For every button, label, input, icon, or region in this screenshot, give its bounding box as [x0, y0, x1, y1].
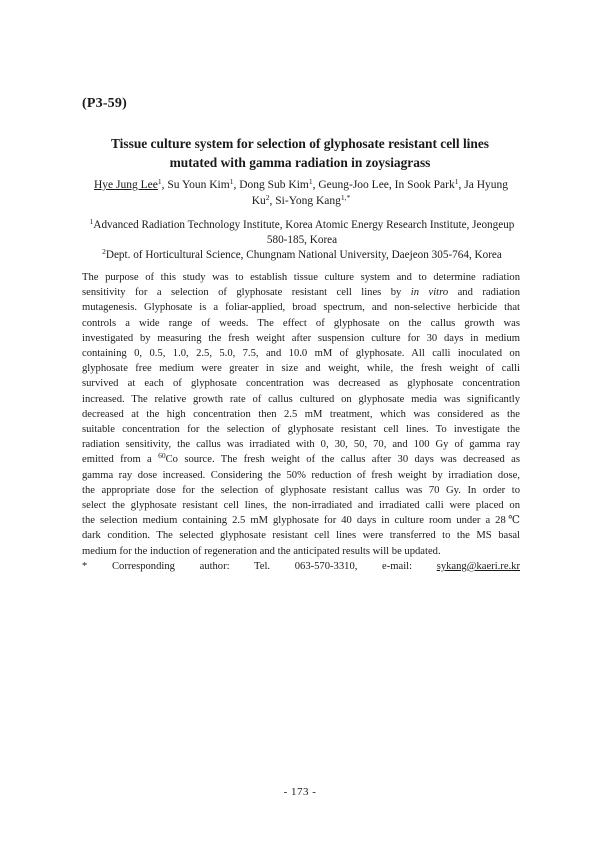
affiliation-1-cont: 580-185, Korea: [266, 234, 338, 246]
affiliation-text: Dept. of Horticultural Science, Chungnam National University, Daejeon 305-764, Korea: [105, 249, 502, 261]
affiliation-superscript: 1: [89, 216, 94, 226]
abstract-line: controls a wide range of weeds. The effect of glyphosate on the callus growth was: [82, 317, 520, 329]
abstract-line: glyphosate free medium were greater in size and weight, while, the fresh weight of calli: [82, 363, 520, 375]
abstract-line: the selection medium containing 2.5 mM glyphosate for 40 days in culture room under a 28℃: [82, 515, 520, 527]
abstract-line: dark condition. The selected glyphosate resistant cell lines were transferred to the MS basal: [82, 530, 520, 542]
corresponding-text: * Corresponding author: Tel. 063-570-3310, e-mail:: [82, 560, 437, 572]
abstract-text: and radiation: [448, 287, 520, 299]
abstract-line: increased. The relative growth rate of callus cultured on glyphosate media was significantly: [82, 393, 520, 405]
author-superscript: 1: [454, 176, 459, 186]
abstract-line: The purpose of this study was to establish tissue culture system and to determine radiation: [82, 272, 520, 283]
author-name: , Si-Yong Kang: [269, 194, 341, 207]
abstract-line: containing 0, 0.5, 1.0, 2.5, 5.0, 7.5, and 10.0 mM of glyphosate. All calli inoculated on: [82, 348, 520, 360]
corresponding-author: [82, 559, 520, 574]
abstract-line: suitable concentration for the selection of glyphosate resistant cell lines. To investigate the: [82, 424, 520, 436]
paper-title: [60, 134, 540, 172]
author-name: Hye Jung Lee: [93, 179, 158, 191]
author-name: , Ja Hyung Ku: [251, 179, 508, 207]
author-name: , Geung-Joo Lee, In Sook Park: [312, 179, 455, 191]
poster-code: (P3-59): [82, 96, 127, 111]
author-name: , Dong Sub Kim: [233, 179, 309, 191]
abstract-line: radiation sensitivity, the callus was irradiated with 0, 30, 50, 70, and 100 Gy of gamma ray: [82, 439, 520, 451]
isotope-superscript: 60: [158, 451, 166, 461]
abstract-line: gamma ray dose increased. Considering the 50% reduction of fresh weight by irradiation dose,: [82, 469, 520, 481]
abstract-text: Co source. The fresh weight of the callus after 30 days was decreased as: [165, 454, 520, 466]
author-list: [86, 178, 516, 209]
affiliation-1: [82, 218, 522, 233]
author-superscript: 1: [308, 176, 313, 186]
title-line-2: mutated with gamma radiation in zoysiagrass: [169, 155, 431, 170]
abstract-line: [82, 285, 520, 300]
abstract-line: investigated by measuring the fresh weight after suspension culture for 30 days in medium: [82, 332, 520, 344]
abstract-line: medium for the induction of regeneration and the anticipated results will be updated.: [82, 545, 441, 557]
abstract-text: emitted from a: [82, 454, 159, 466]
abstract-text: sensitivity for a selection of glyphosate resistant cell lines by: [82, 287, 411, 299]
affiliation-2: [82, 248, 522, 263]
abstract-line: the appropriate dose for the selection of glyphosate resistant callus was 70 Gy. In order to: [82, 484, 520, 496]
affiliation-superscript: 2: [102, 246, 106, 256]
author-superscript: 2: [265, 192, 270, 202]
page-number: - 173 -: [283, 786, 317, 798]
abstract-line: mutagenesis. Glyphosate is a foliar-applied, broad spectrum, and non-selective herbicide that: [82, 302, 520, 314]
author-superscript: 1: [157, 176, 162, 186]
abstract-italic: in vitro: [410, 287, 449, 299]
email-link[interactable]: sykang@kaeri.re.kr: [436, 560, 520, 572]
abstract-body: [82, 270, 520, 574]
abstract-line: [82, 452, 520, 467]
affiliation-text: Advanced Radiation Technology Institute, Korea Atomic Energy Research Institute, Jeongeup: [93, 219, 515, 231]
author-name: , Su Youn Kim: [161, 179, 230, 191]
abstract-line: decreased at the high concentration then 2.5 mM treatment, which was considered as the: [82, 408, 520, 420]
title-line-1: Tissue culture system for selection of glyphosate resistant cell lines: [110, 136, 489, 151]
abstract-line: select the glyphosate resistant cell lines, the non-irradiated and irradiated calli were placed on: [82, 500, 520, 512]
affiliations: [82, 218, 522, 263]
author-superscript: 1,*: [340, 192, 351, 202]
abstract-line: survived at each of glyphosate concentration was decreased as glyphosate concentration: [82, 378, 520, 390]
author-superscript: 1: [229, 176, 234, 186]
